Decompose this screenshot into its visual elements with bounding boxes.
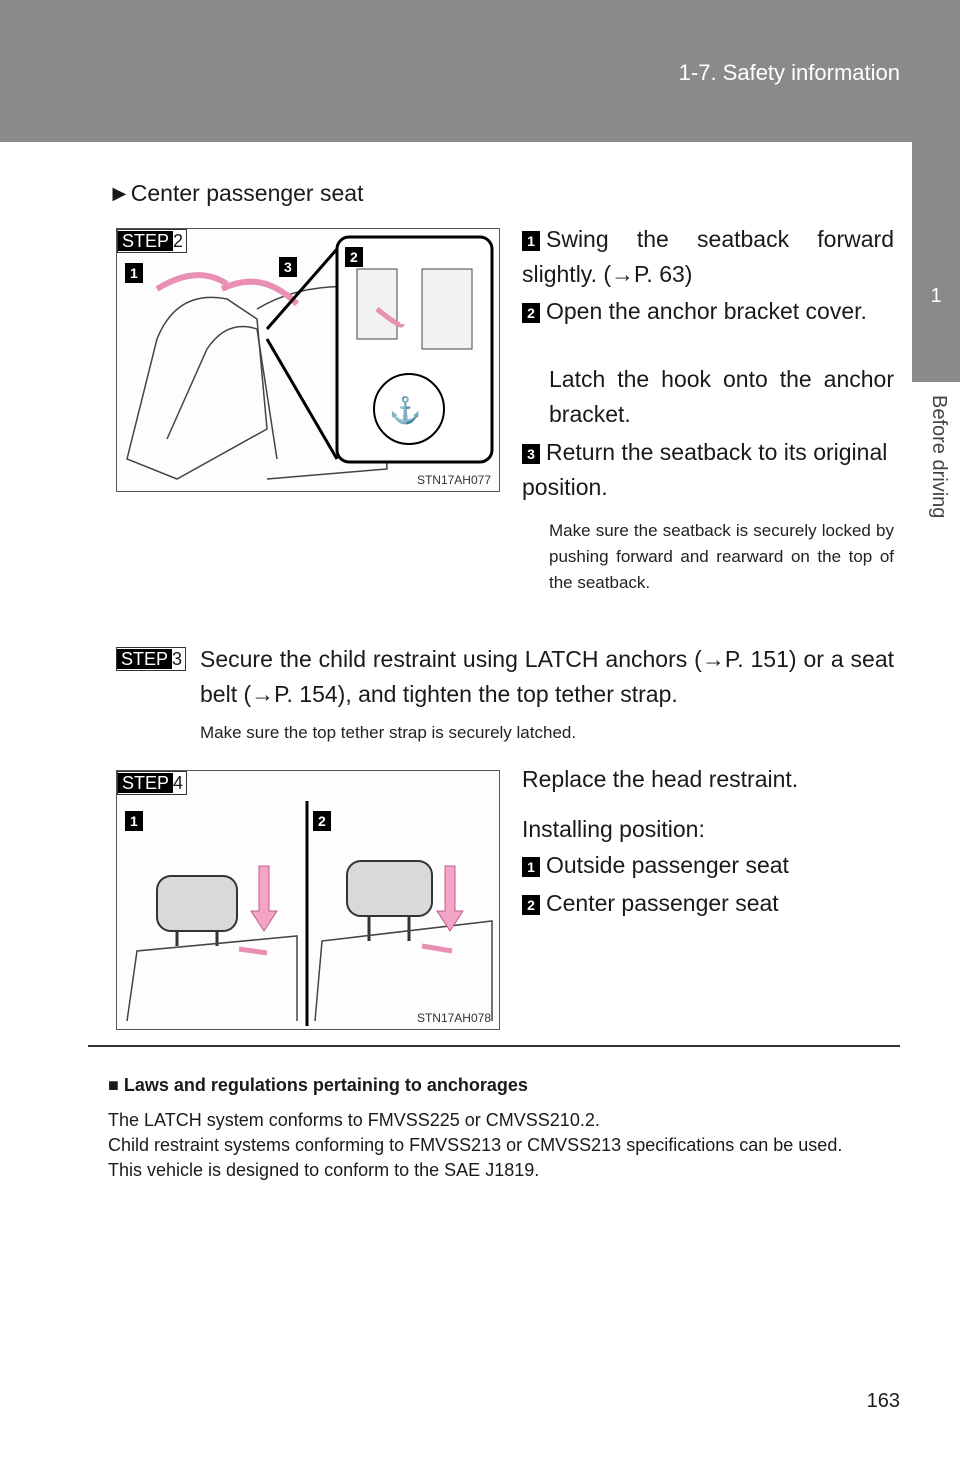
page-number: 163 [866,1390,900,1412]
section-divider [88,1045,900,1047]
step2-item-2: 2 Open the anchor bracket cover. [522,294,894,329]
svg-text:2: 2 [350,249,358,265]
step3-note: Make sure the top tether strap is securely latched. [200,723,577,742]
step2-item-2b: Latch the hook onto the anchor bracket. [549,366,894,427]
step2-item-3: 3 Return the seatback to its original position. [522,439,888,500]
notes-line: This vehicle is designed to conform to the SAE J1819. [108,1160,540,1180]
step4-badge: STEP 4 [117,771,187,795]
figure-code: STN17AH078 [416,1011,491,1025]
step4-item-1: 1 Outside passenger seat [522,848,894,883]
svg-text:⚓: ⚓ [389,395,422,425]
seat-illustration [117,229,499,491]
svg-text:1: 1 [130,265,138,281]
chapter-number: 1 [930,285,942,307]
figure-code: STN17AH077 [416,473,491,487]
subheading: ►Center passenger seat [108,180,364,206]
step4-item-2: 2 Center passenger seat [522,886,894,921]
step2-note: Make sure the seatback is securely locked by pushing forward and rearward on the top of the seatback. [549,521,894,592]
head-restraint-illustration [117,771,499,1029]
notes-line: Child restraint systems conforming to FMVSS213 or CMVSS213 specifications can be used. [108,1135,843,1155]
step4-figure [116,770,500,1030]
step3-badge: STEP 3 [116,647,186,671]
page-header [0,0,960,142]
step4-installing: Installing position: [522,816,705,842]
step3-text: Secure the child restraint using LATCH anchors (→P. 151) or a seat belt (→P. 154), and tighten the top tether strap. [200,646,894,707]
step2-item-1: 1 Swing the seatback forward slightly. (→P. 63) [522,226,894,287]
notes-body [108,1108,893,1183]
step2-figure [116,228,500,492]
notes-title: ■ Laws and regulations pertaining to anchorages [108,1075,528,1095]
section-title: 1-7. Safety information [678,60,900,85]
chapter-tab [912,142,960,382]
chapter-label: Before driving [928,395,950,519]
step2-badge: STEP 2 [117,229,187,253]
step4-text: Replace the head restraint. [522,766,799,792]
svg-text:1: 1 [130,813,138,829]
svg-text:2: 2 [318,813,326,829]
svg-text:3: 3 [284,259,292,275]
notes-line: The LATCH system conforms to FMVSS225 or CMVSS210.2. [108,1110,600,1130]
